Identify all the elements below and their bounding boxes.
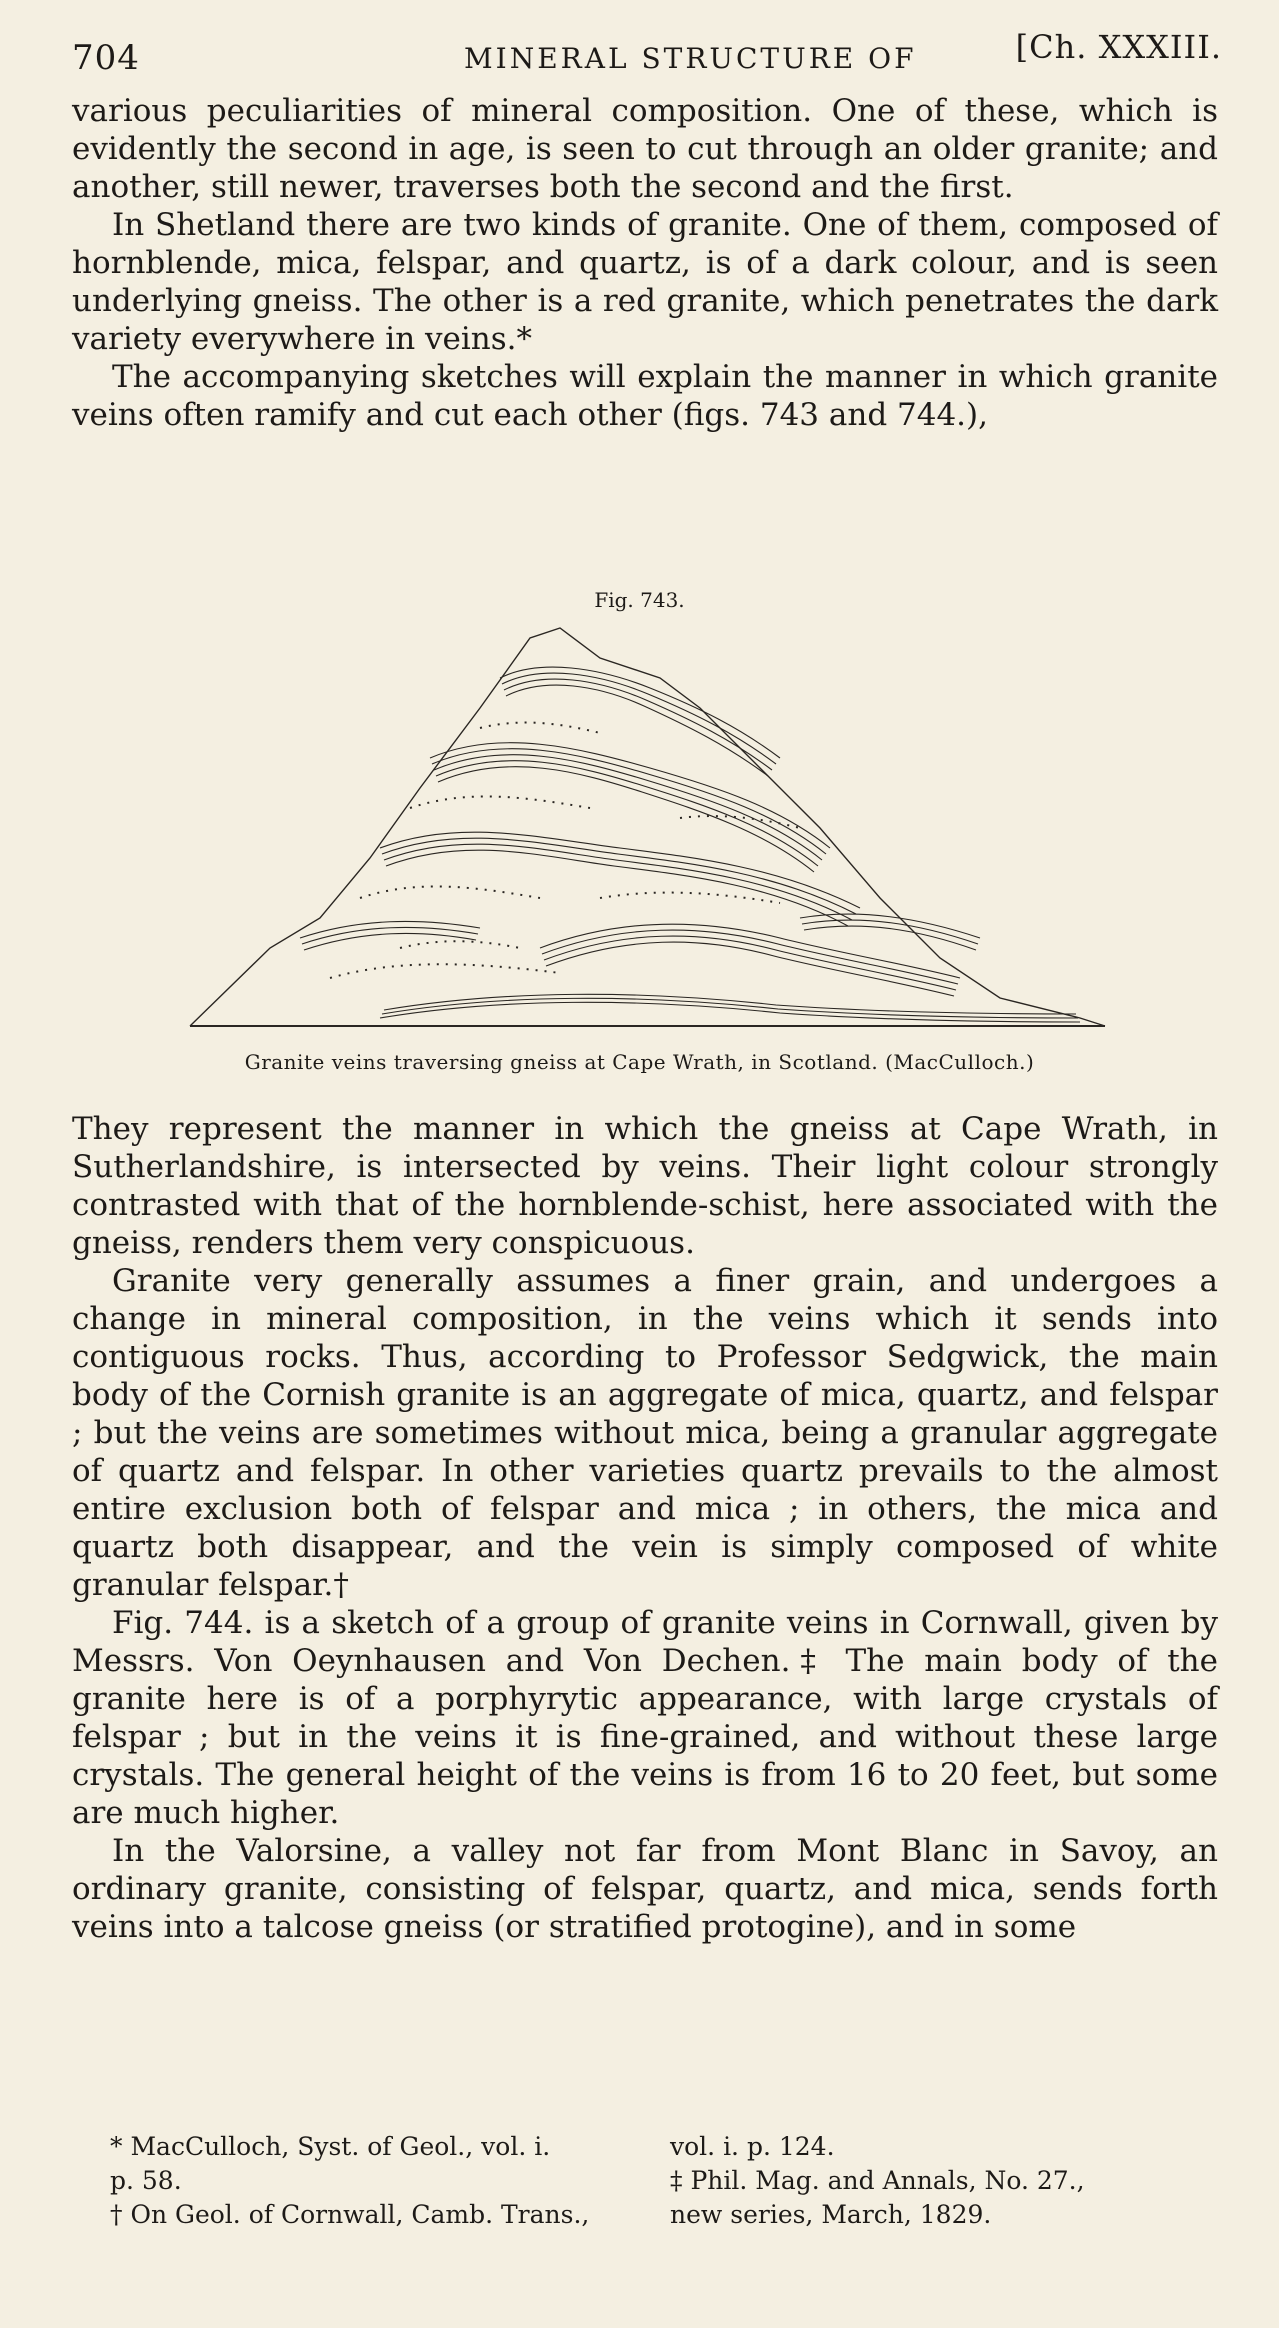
footnotes <box>110 2130 1220 2232</box>
paragraph-7: In the Valorsine, a valley not far from Mont Blanc in Savoy, an ordinary granite, consisting of felspar, quartz, and mica, sends forth veins into a talcose gneiss (or stratified protogine), and in some <box>72 1833 1218 1945</box>
footnote-3-right: new series, March, 1829. <box>670 2200 992 2229</box>
figure-caption: Granite veins traversing gneiss at Cape Wrath, in Scotland. (MacCulloch.) <box>244 1050 1035 1074</box>
paragraph-4: They represent the manner in which the gneiss at Cape Wrath, in Sutherlandshire, is intersected by veins. Their light colour strongly contrasted with that of the hornblende-schist, here associated with the gneiss, renders them very conspicuous. <box>72 1111 1218 1261</box>
paragraph-2: In Shetland there are two kinds of granite. One of them, composed of hornblende, mica, felspar, and quartz, is of a dark colour, and is seen underlying gneiss. The other is a red granite, which penetrates the dark variety everywhere in veins.* <box>72 207 1218 357</box>
footnote-1-left: * MacCulloch, Syst. of Geol., vol. i. <box>110 2132 551 2161</box>
footnote-2-right: ‡ Phil. Mag. and Annals, No. 27., <box>670 2166 1085 2195</box>
footnote-2-left: p. 58. <box>110 2166 182 2195</box>
figure-label: Fig. 743. <box>594 588 685 612</box>
footnote-1-right: vol. i. p. 124. <box>670 2132 835 2161</box>
figure-743-illustration <box>180 618 1110 1038</box>
chapter-marker: [Ch. XXXIII. <box>1015 28 1222 66</box>
paragraph-1: various peculiarities of mineral composition. One of these, which is evidently the second in age, is seen to cut through an older granite; and another, still newer, traverses both the second and the first. <box>72 93 1218 205</box>
page-number: 704 <box>72 38 140 78</box>
footnote-3-left: † On Geol. of Cornwall, Camb. Trans., <box>110 2200 590 2229</box>
running-header <box>72 28 1222 78</box>
body-text <box>72 1110 1218 1946</box>
paragraph-3: The accompanying sketches will explain the manner in which granite veins often ramify and cut each other (figs. 743 and 744.), <box>72 359 1218 433</box>
paragraph-6: Fig. 744. is a sketch of a group of granite veins in Cornwall, given by Messrs. Von Oeynhausen and Von Dechen.‡ The main body of the granite here is of a porphyrytic appearance, with large crystals of felspar ; but in the veins it is fine-grained, and without these large crystals. The general height of the veins is from 16 to 20 feet, but some are much higher. <box>72 1605 1218 1831</box>
intro-text <box>72 92 1218 434</box>
running-title: MINERAL STRUCTURE OF <box>464 42 917 75</box>
paragraph-5: Granite very generally assumes a finer grain, and undergoes a change in mineral composition, in the veins which it sends into contiguous rocks. Thus, according to Professor Sedgwick, the main body of the Cornish granite is an aggregate of mica, quartz, and felspar ; but the veins are sometimes without mica, being a granular aggregate of quartz and felspar. In other varieties quartz prevails to the almost entire exclusion both of felspar and mica ; in others, the mica and quartz both disappear, and the vein is simply composed of white granular felspar.† <box>72 1263 1218 1603</box>
